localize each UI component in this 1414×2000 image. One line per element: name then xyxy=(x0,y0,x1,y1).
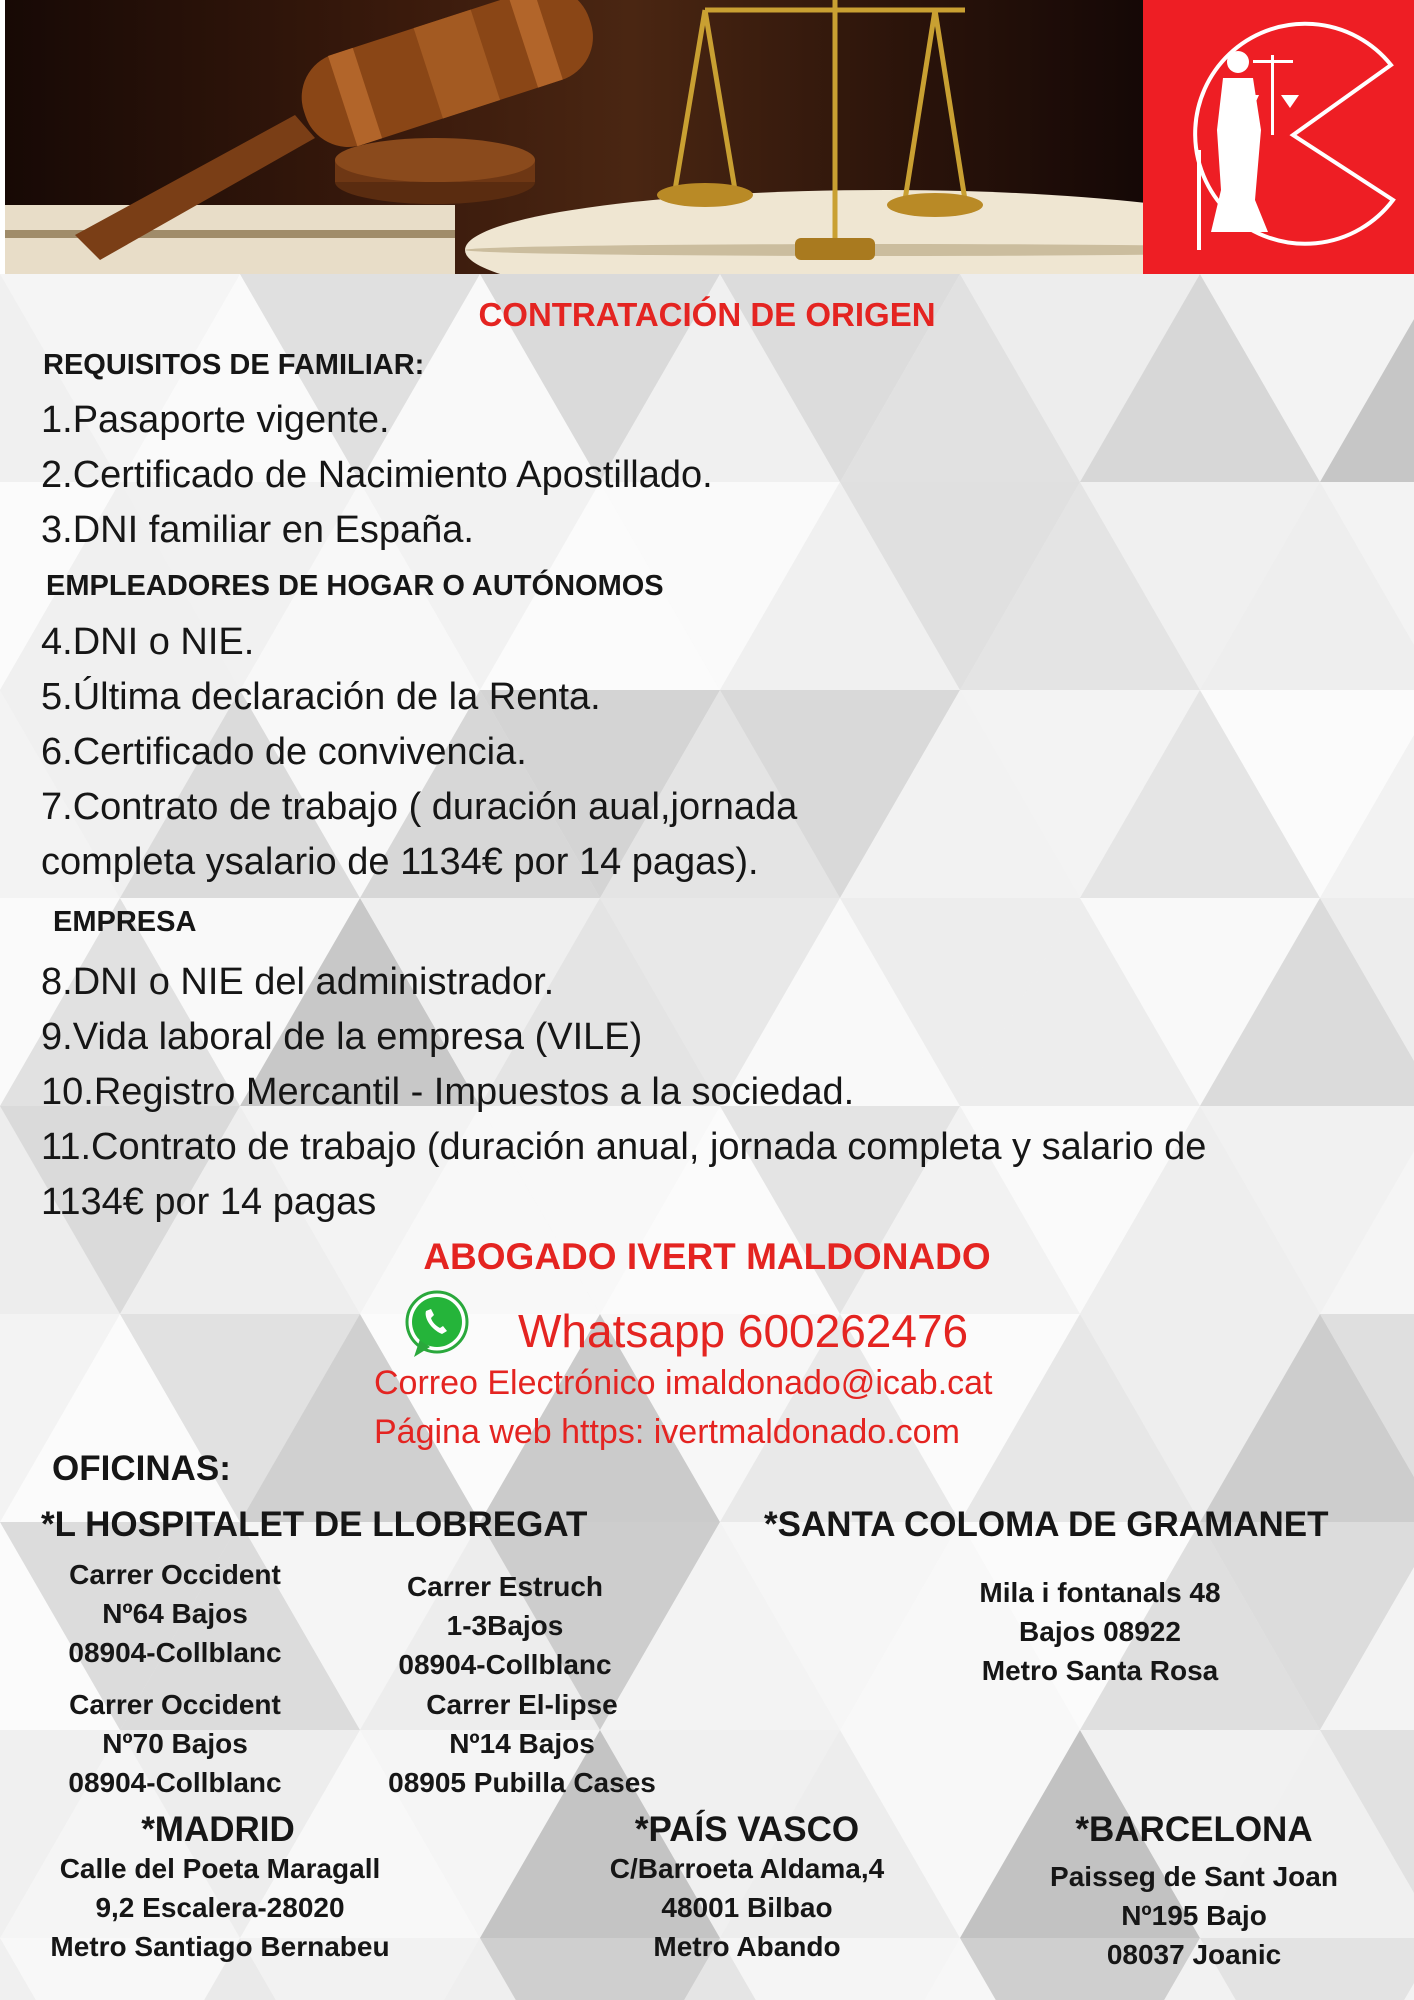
section-heading-empresa: EMPRESA xyxy=(53,906,197,938)
list-item: 1134€ por 14 pagas xyxy=(41,1181,377,1223)
city-pais-vasco: *PAÍS VASCO xyxy=(634,1810,860,1849)
requirements-list-empresa xyxy=(41,955,1206,1230)
address-line: 08904-Collblanc xyxy=(68,1637,282,1668)
list-item: 4.DNI o NIE. xyxy=(41,621,255,663)
address-line: Carrer Estruch xyxy=(406,1571,604,1602)
section-heading-familiar: REQUISITOS DE FAMILIAR: xyxy=(43,349,425,381)
address-line: Carrer Occident xyxy=(69,1559,281,1590)
address-ellipse xyxy=(370,1685,674,1802)
address-line: C/Barroeta Aldama,4 xyxy=(609,1853,885,1884)
address-line: Carrer El-lipse xyxy=(426,1689,618,1720)
list-item: completa ysalario de 1134€ por 14 pagas). xyxy=(41,841,759,883)
section-heading-empleadores: EMPLEADORES DE HOGAR O AUTÓNOMOS xyxy=(46,570,664,602)
address-line: Calle del Poeta Maragall xyxy=(59,1853,381,1884)
address-barcelona xyxy=(1024,1857,1364,1974)
address-line: 08904-Collblanc xyxy=(68,1767,282,1798)
address-line: Metro Santa Rosa xyxy=(981,1655,1219,1686)
city-madrid: *MADRID xyxy=(141,1810,295,1849)
page-title: CONTRATACIÓN DE ORIGEN xyxy=(478,296,936,333)
address-occident-70 xyxy=(35,1685,315,1802)
address-line: 08905 Pubilla Cases xyxy=(388,1767,656,1798)
whatsapp-icon[interactable] xyxy=(400,1287,474,1361)
list-item: 8.DNI o NIE del administrador. xyxy=(41,961,555,1003)
lady-justice-logo-icon xyxy=(1143,0,1414,274)
website-link[interactable]: Página web https: ivertmaldonado.com xyxy=(374,1413,960,1451)
address-santa-coloma xyxy=(940,1573,1260,1690)
address-line: Metro Abando xyxy=(653,1931,841,1962)
address-line: 1-3Bajos xyxy=(446,1610,564,1641)
address-line: Metro Santiago Bernabeu xyxy=(50,1931,390,1962)
address-line: Nº64 Bajos xyxy=(102,1598,248,1629)
list-item: 7.Contrato de trabajo ( duración aual,jornada xyxy=(41,786,798,828)
city-barcelona: *BARCELONA xyxy=(1075,1810,1313,1849)
address-line: Mila i fontanals 48 xyxy=(979,1577,1221,1608)
list-item: 2.Certificado de Nacimiento Apostillado. xyxy=(41,454,713,496)
address-line: 08037 Joanic xyxy=(1106,1939,1282,1970)
city-hospitalet: *L HOSPITALET DE LLOBREGAT xyxy=(41,1505,588,1544)
address-line: 48001 Bilbao xyxy=(661,1892,833,1923)
city-santa-coloma: *SANTA COLOMA DE GRAMANET xyxy=(764,1505,1329,1544)
list-item: 3.DNI familiar en España. xyxy=(41,509,474,551)
address-line: Carrer Occident xyxy=(69,1689,281,1720)
list-item: 10.Registro Mercantil - Impuestos a la sociedad. xyxy=(41,1071,855,1113)
list-item: 6.Certificado de convivencia. xyxy=(41,731,527,773)
requirements-list-empleadores xyxy=(41,615,797,890)
list-item: 1.Pasaporte vigente. xyxy=(41,399,390,441)
logo-panel xyxy=(1143,0,1414,274)
list-item: 9.Vida laboral de la empresa (VILE) xyxy=(41,1016,643,1058)
lawyer-name: ABOGADO IVERT MALDONADO xyxy=(423,1236,991,1277)
address-line: Paisseg de Sant Joan xyxy=(1050,1861,1338,1892)
gavel-scales-photo xyxy=(5,0,1143,274)
email-link[interactable]: Correo Electrónico imaldonado@icab.cat xyxy=(374,1364,993,1402)
address-line: 9,2 Escalera-28020 xyxy=(95,1892,345,1923)
list-item: 5.Última declaración de la Renta. xyxy=(41,676,601,718)
whatsapp-number[interactable]: Whatsapp 600262476 xyxy=(518,1305,969,1357)
address-pais-vasco xyxy=(567,1849,927,1966)
address-line: Bajos 08922 xyxy=(1019,1616,1181,1647)
offices-heading: OFICINAS: xyxy=(52,1449,231,1488)
header-banner xyxy=(0,0,1414,274)
address-madrid xyxy=(20,1849,420,1966)
requirements-list-familiar xyxy=(41,393,713,558)
address-occident-64 xyxy=(35,1555,315,1672)
address-line: Nº195 Bajo xyxy=(1121,1900,1267,1931)
list-item: 11.Contrato de trabajo (duración anual, jornada completa y salario de xyxy=(41,1126,1207,1168)
address-line: Nº70 Bajos xyxy=(102,1728,248,1759)
address-line: Nº14 Bajos xyxy=(449,1728,595,1759)
address-line: 08904-Collblanc xyxy=(398,1649,612,1680)
address-estruch xyxy=(370,1567,640,1684)
